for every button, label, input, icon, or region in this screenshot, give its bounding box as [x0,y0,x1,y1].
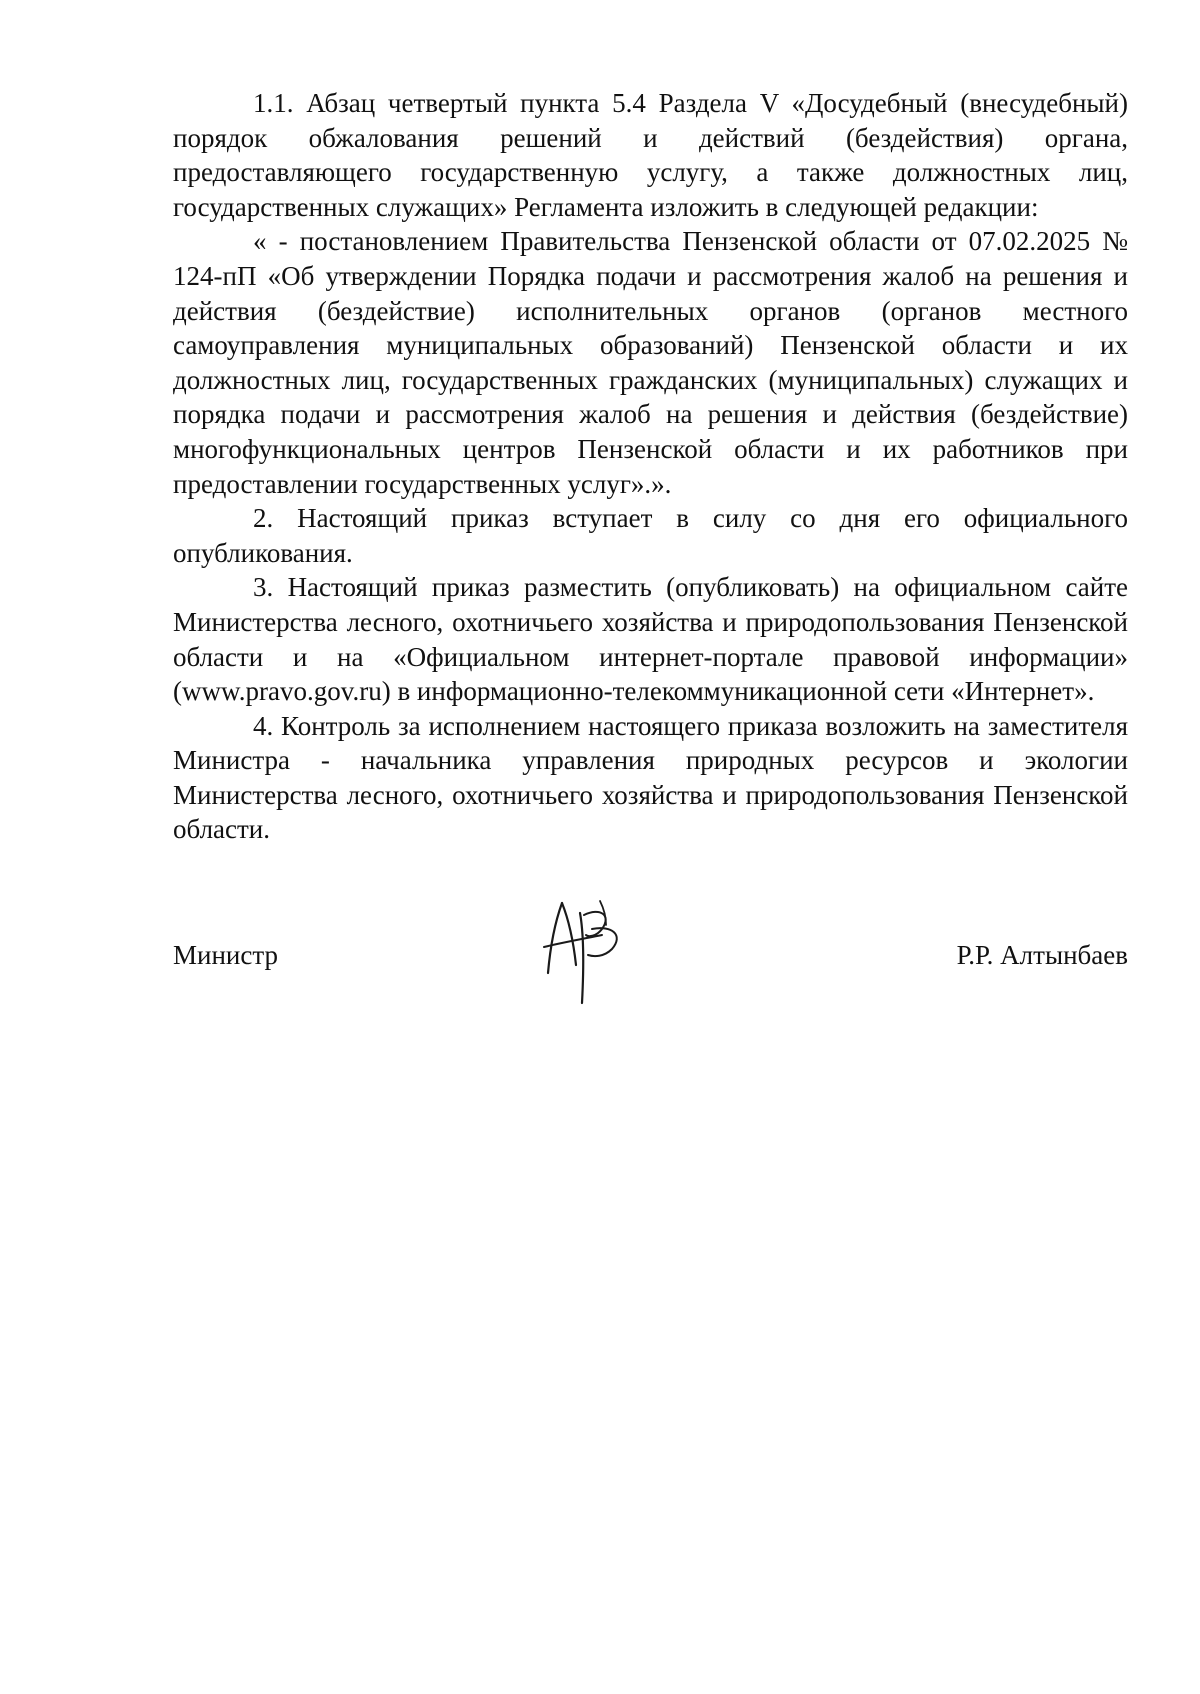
paragraph-quoted-resolution: « - постановлением Правительства Пензенской области от 07.02.2025 № 124-пП «Об утверждении Порядка подачи и рассмотрения жалоб на решения и действия (бездействие) исполнительных органов (органов местного самоуправления муниципальных образований) Пензенской области и их должностных лиц, государственных гражданских (муниципальных) служащих и порядка подачи и рассмотрения жалоб на решения и действия (бездействие) многофункциональных центров Пензенской области и их работников при предоставлении государственных услуг».». [173,226,1128,499]
signer-name: Р.Р. Алтынбаев [956,940,1128,970]
signature-block [173,940,1128,1000]
paragraph-2-effective-date: 2. Настоящий приказ вступает в силу со дня его официального опубликования. [173,503,1128,568]
paragraph-1-1-amendment: 1.1. Абзац четвертый пункта 5.4 Раздела V «Досудебный (внесудебный) порядок обжалования решений и действий (бездействия) органа, предоставляющего государственную услугу, а также должностных лиц, государственных служащих» Регламента изложить в следующей редакции: [173,88,1128,222]
signer-title: Министр [173,940,278,970]
paragraph-3-publication: 3. Настоящий приказ разместить (опубликовать) на официальном сайте Министерства лесного, охотничьего хозяйства и природопользования Пензенской области и на «Официальном интернет-портале правовой информации» (www.pravo.gov.ru) в информационно-телекоммуникационной сети «Интернет». [173,572,1128,707]
document-body [173,86,1128,847]
paragraph-4-control: 4. Контроль за исполнением настоящего приказа возложить на заместителя Министра - начальника управления природных ресурсов и экологии Министерства лесного, охотничьего хозяйства и природопользования Пензенской области. [173,710,1128,845]
handwritten-signature [540,895,640,1005]
